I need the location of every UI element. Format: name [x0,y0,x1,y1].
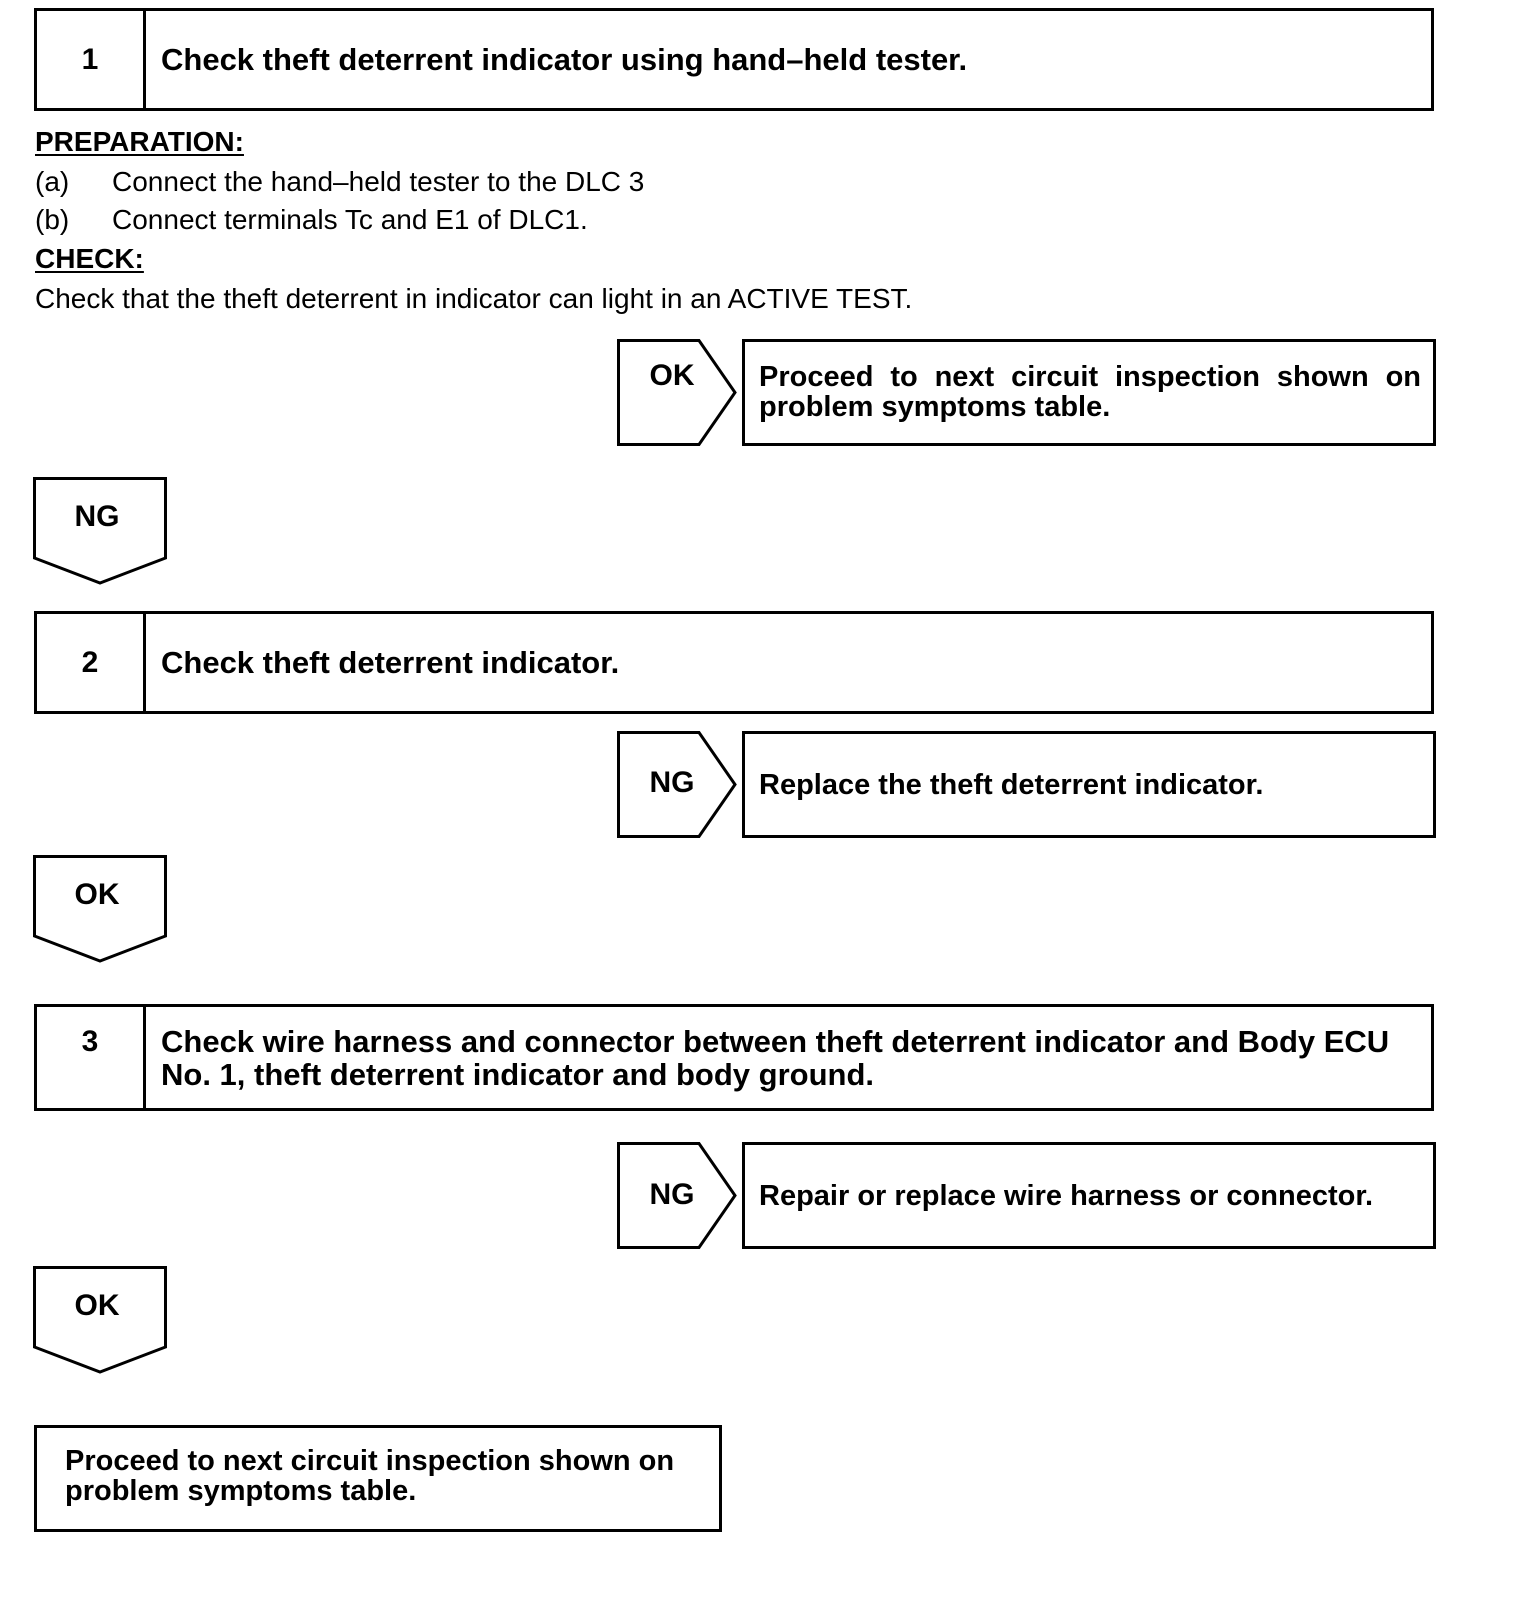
prep-item-text: Connect the hand–held tester to the DLC 3 [112,166,645,197]
result-text: Replace the theft deterrent indicator. [759,768,1264,801]
final-result-text: Proceed to next circuit inspection shown on problem symptoms table. [65,1445,675,1507]
step-title: Check theft deterrent indicator. [161,645,620,680]
final-result-box [34,1425,722,1532]
result-box [742,339,1436,446]
step-3-box [34,1004,1434,1111]
prep-item-key: (a) [35,166,70,197]
prep-item-key: (b) [35,204,70,235]
step-number: 2 [37,614,146,711]
step-number: 3 [37,1007,146,1108]
result-text: Proceed to next circuit inspection shown on problem symptoms table. [759,361,1421,423]
branch-label: OK [649,359,695,392]
step-title: Check theft deterrent indicator using hand–held tester. [161,42,968,77]
down-arrow-label: OK [74,1289,120,1322]
step-number: 1 [37,11,146,108]
down-arrow-label: NG [74,500,120,533]
result-box [742,731,1436,838]
branch-label: NG [649,766,695,799]
step-1-box [34,8,1434,111]
result-text: Repair or replace wire harness or connector. [759,1179,1374,1212]
result-box [742,1142,1436,1249]
prep-item-text: Connect terminals Tc and E1 of DLC1. [112,204,588,235]
check-text: Check that the theft deterrent in indicator can light in an ACTIVE TEST. [35,283,913,314]
down-arrow-label: OK [74,878,120,911]
preparation-heading: PREPARATION: [35,126,244,157]
step-2-box [34,611,1434,714]
branch-label: NG [649,1178,695,1211]
step-title: Check wire harness and connector between theft deterrent indicator and Body ECU No. 1, theft deterrent indicator and body ground. [161,1024,1390,1092]
check-heading: CHECK: [35,243,144,274]
right-arrow-pentagon [617,339,741,447]
